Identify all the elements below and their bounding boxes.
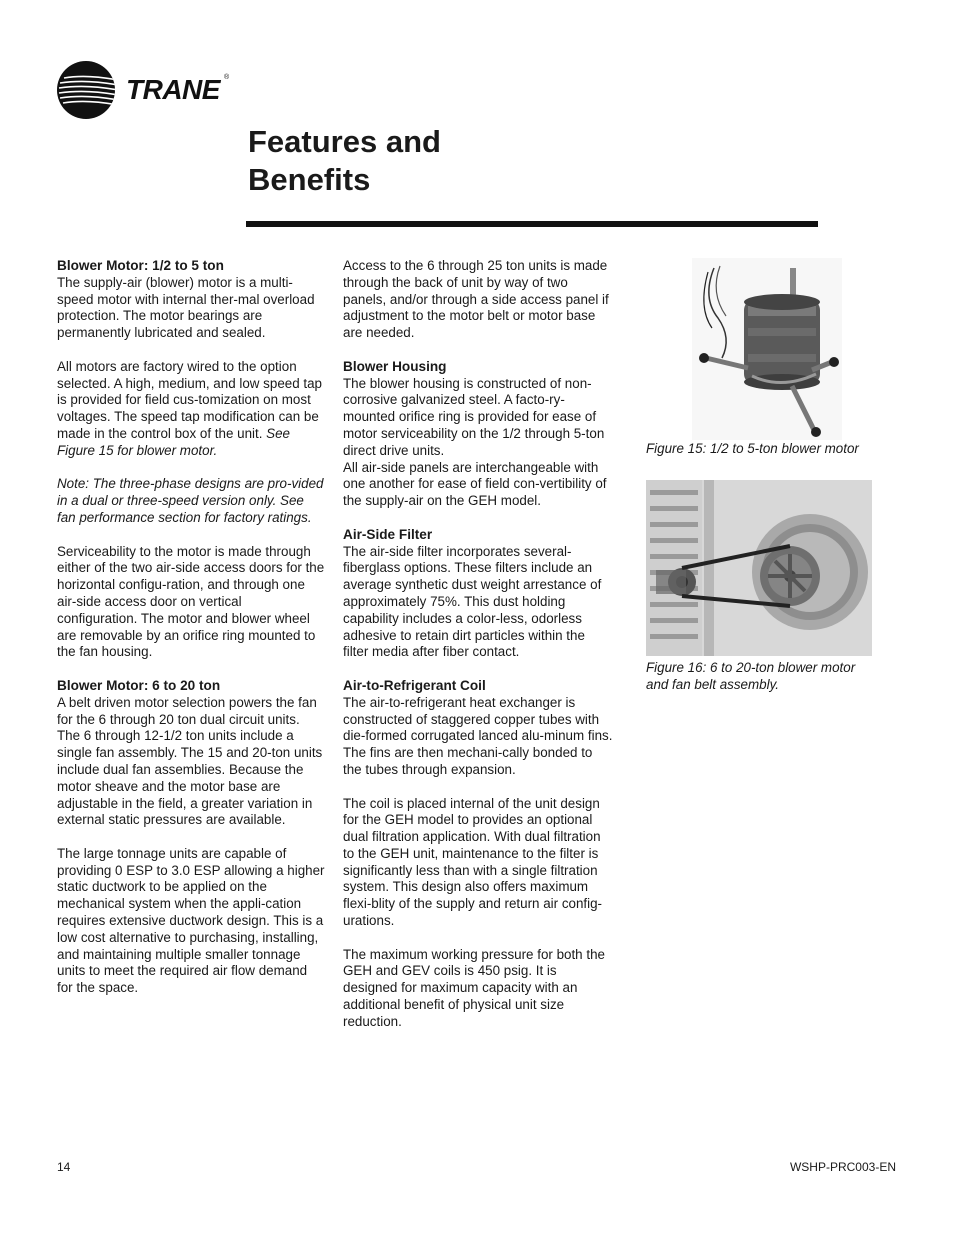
paragraph: The maximum working pressure for both the GEH and GEV coils is 450 psig. It is designed for maximum capacity with an additional benefit of physical unit size reduction. — [343, 946, 605, 1029]
paragraph: The large tonnage units are capable of providing 0 ESP to 3.0 ESP allowing a higher static ductwork to be applied on the mechanical system when the appli-cation requires extensive ductwork design. This is a low cost alternative to purchasing, installing, and maintaining multiple smaller tonnage units to meet the required air flow demand for the space. — [57, 845, 325, 996]
figure-16-caption-line1: Figure 16: 6 to 20-ton blower motor — [646, 660, 856, 675]
section-air-to-refrigerant-coil — [343, 678, 613, 1031]
trane-logo — [56, 60, 232, 120]
paragraph-text: All motors are factory wired to the option selected. A high, medium, and low speed tap is provided for field cus-tomization on most voltages. The speed tap modification can be made in the control box of the unit. — [57, 358, 323, 441]
section-blower-housing — [343, 359, 613, 510]
column-1 — [57, 258, 325, 997]
brand-wordmark: TRANE — [126, 74, 220, 105]
paragraph: All air-side panels are interchangeable with one another for ease of field con-vertibility of the supply-air on the GEH model. — [343, 459, 607, 509]
figure-16-caption-line2: and fan belt assembly. — [646, 677, 779, 692]
paragraph: A belt driven motor selection powers the fan for the 6 through 20 ton dual circuit units. The 6 through 12-1/2 ton units include a single fan assembly. The 15 and 20-ton units include dual fan assemblies. Because the motor sheave and the motor base are adjustable in the field, a greater variation in external static pressures are available. — [57, 694, 323, 828]
heading-blower-housing: Blower Housing — [343, 358, 447, 374]
page-title-line1: Features and — [248, 124, 441, 159]
note-paragraph: Note: The three-phase designs are pro-vided in a dual or three-speed version only. See fan performance section for factory ratings. — [57, 476, 324, 525]
paragraph: The air-to-refrigerant heat exchanger is constructed of staggered copper tubes with die-formed corrugated lanced alu-minum fins. The fins are then mechani-cally bonded to the tubes through expansion. — [343, 694, 613, 777]
heading-blower-motor-large: Blower Motor: 6 to 20 ton — [57, 677, 221, 693]
paragraph — [57, 359, 325, 460]
blower-motor-image — [692, 258, 842, 440]
heading-air-to-refrigerant-coil: Air-to-Refrigerant Coil — [343, 677, 486, 693]
paragraph: The supply-air (blower) motor is a multi-speed motor with internal ther-mal overload protection. The motor bearings are permanently lubricated and sealed. — [57, 274, 315, 341]
page-number: 14 — [57, 1160, 71, 1174]
registered-mark: ® — [224, 74, 230, 81]
paragraph: Serviceability to the motor is made through either of the two air-side access doors for the horizontal configu-ration, and through one air-side access door on vertical configuration. The motor and blower wheel are removable by an orifice ring mounted to the fan housing. — [57, 543, 325, 660]
figure-15-photo — [692, 258, 842, 440]
heading-blower-motor-small: Blower Motor: 1/2 to 5 ton — [57, 258, 224, 273]
document-code: WSHP-PRC003-EN — [789, 1160, 896, 1174]
page-title — [248, 123, 648, 199]
paragraph: The air-side filter incorporates several-fiberglass options. These filters include an average synthetic dust weight arrestance of approximately 75%. This dust holding capability includes a color-less, odorless adhesive to retain dirt particles within the filter media after fiber contact. — [343, 543, 602, 660]
column-2 — [343, 258, 613, 1031]
figure-16-photo — [646, 480, 872, 656]
paragraph: Access to the 6 through 25 ton units is made through the back of unit by way of two panels, and/or through a side access panel if adjustment to the motor belt or motor base are needed. — [343, 258, 609, 341]
paragraph: The coil is placed internal of the unit design for the GEH model to provides an optional dual filtration application. With dual filtration to the GEH unit, maintenance to the filter is significantly less than with a single filtration system. This design also offers maximum flexi-blity of the supply and return air config-urations. — [343, 795, 603, 929]
fan-belt-assembly-image — [646, 480, 872, 656]
figure-reference: See Figure 15 for blower motor. — [57, 425, 290, 458]
paragraph: The blower housing is constructed of non-corrosive galvanized steel. A facto-ry-mounted orifice ring is provided for ease of motor serviceability on the 1/2 through 5-ton direct drive units. — [343, 375, 605, 458]
title-rule — [246, 221, 818, 227]
heading-air-side-filter: Air-Side Filter — [343, 526, 433, 542]
section-blower-motor-small — [57, 258, 325, 661]
figure-16-caption — [646, 659, 916, 693]
page-title-line2: Benefits — [248, 162, 371, 197]
figure-15-caption: Figure 15: 1/2 to 5-ton blower motor — [646, 441, 859, 456]
section-air-side-filter — [343, 527, 613, 661]
section-blower-motor-large — [57, 678, 325, 997]
section-access — [343, 258, 613, 342]
